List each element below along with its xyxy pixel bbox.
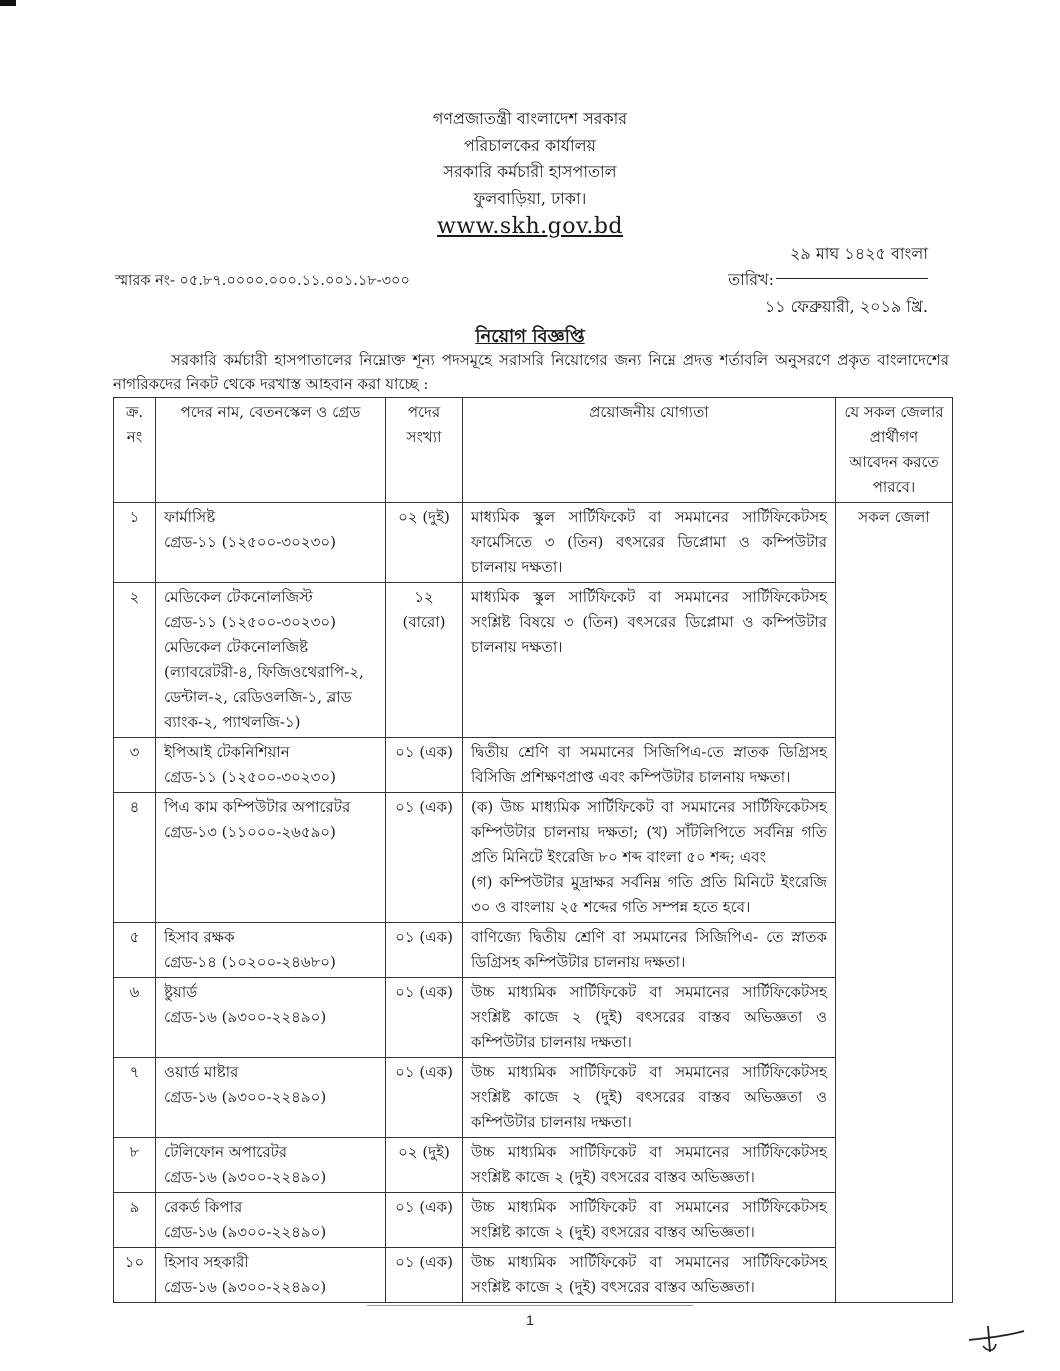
table-row: ৮ টেলিফোন অপারেটর গ্রেড-১৬ (৯৩০০-২২৪৯০) ০২ (দুই) উচ্চ মাধ্যমিক সার্টিফিকেট বা সমমানের সার্টিফিকেটসহ সংশ্লিষ্ট কাজে ২ (দুই) বৎসরের বাস্তব অভিজ্ঞতা। bbox=[114, 1138, 953, 1193]
header-count: পদের সংখ্যা bbox=[386, 398, 463, 503]
page-number: 1 bbox=[526, 1312, 534, 1328]
table-row: ১০ হিসাব সহকারী গ্রেড-১৬ (৯৩০০-২২৪৯০) ০১ (এক) উচ্চ মাধ্যমিক সার্টিফিকেট বা সমমানের সার্টিফিকেটসহ সংশ্লিষ্ট কাজে ২ (দুই) বৎসরের বাস্তব অভিজ্ঞতা। bbox=[114, 1248, 953, 1303]
district-cell: সকল জেলা bbox=[836, 503, 953, 1303]
date-block bbox=[728, 240, 928, 322]
table-header-row bbox=[114, 398, 953, 503]
table-row: ৭ ওয়ার্ড মাষ্টার গ্রেড-১৬ (৯৩০০-২২৪৯০) ০১ (এক) উচ্চ মাধ্যমিক সার্টিফিকেট বা সমমানের সার্টিফিকেটসহ সংশ্লিষ্ট কাজে ২ (দুই) বৎসরের বাস্তব অভিজ্ঞতা ও কম্পিউটার চালনায় দক্ষতা। bbox=[114, 1058, 953, 1138]
notice-intro: সরকারি কর্মচারী হাসপাতালের নিম্নোক্ত শূন্য পদসমূহে সরাসরি নিয়োগের জন্য নিম্নে প্রদত্ত শর্তাবলি অনুসরণে প্রকৃত বাংলাদেশের নাগরিকদের নিকট থেকে দরখাস্ত আহবান করা যাচ্ছে : bbox=[113, 351, 949, 393]
memo-number: স্মারক নং- ০৫.৮৭.০০০০.০০০.১১.০০১.১৮-৩০০ bbox=[115, 273, 410, 289]
vacancy-table bbox=[113, 397, 953, 1303]
website-link[interactable]: www.skh.gov.bd bbox=[437, 214, 623, 239]
date-english: ১১ ফেব্রুয়ারী, ২০১৯ খ্রি. bbox=[764, 296, 928, 316]
signature-mark bbox=[966, 1318, 1028, 1358]
header-serial: ক্র. নং bbox=[114, 398, 156, 503]
date-bangla: ২৯ মাঘ ১৪২৫ বাংলা bbox=[790, 243, 928, 263]
government-name: গণপ্রজাতন্ত্রী বাংলাদেশ সরকার bbox=[432, 109, 628, 128]
header-qualification: প্রয়োজনীয় যোগ্যতা bbox=[463, 398, 836, 503]
table-row: ২ মেডিকেল টেকনোলজিস্ট গ্রেড-১১ (১২৫০০-৩০২৩০) মেডিকেল টেকনোলজিষ্ট (ল্যাবরেটরী-৪, ফিজিওথেরাপি-২, ডেন্টাল-২, রেডিওলজি-১, ব্লাড ব্যাংক-২, প্যাথলজি-১) ১২ (বারো) মাধ্যমিক স্কুল সার্টিফিকেট বা সমমানের সার্টিফিকেটসহ সংশ্লিষ্ট বিষয়ে ৩ (তিন) বৎসরের ডিপ্লোমা ও কম্পিউটার চালনায় দক্ষতা। bbox=[114, 583, 953, 738]
table-row: ৪ পিএ কাম কম্পিউটার অপারেটর গ্রেড-১৩ (১১০০০-২৬৫৯০) ০১ (এক) (ক) উচ্চ মাধ্যমিক সার্টিফিকেট বা সমমানের সার্টিফিকেটসহ কম্পিউটার চালনায় দক্ষতা; (খ) সাঁটলিপিতে সর্বনিম্ন গতি প্রতি মিনিটে ইংরেজি ৮০ শব্দ বাংলা ৫০ শব্দ; এবং (গ) কম্পিউটার মুদ্রাক্ষর সর্বনিম্ন গতি প্রতি মিনিটে ইংরেজি ৩০ ও বাংলায় ২৫ শব্দের গতি সম্পন্ন হতে হবে। bbox=[114, 793, 953, 923]
hospital-name: সরকারি কর্মচারী হাসপাতাল bbox=[443, 162, 617, 181]
office-name: পরিচালকের কার্যালয় bbox=[464, 135, 596, 155]
header-district: যে সকল জেলার প্রার্থীগণ আবেদন করতে পারবে। bbox=[836, 398, 953, 503]
date-divider bbox=[776, 278, 928, 279]
hospital-address: ফুলবাড়িয়া, ঢাকা। bbox=[473, 188, 587, 208]
date-label: তারিখ: bbox=[728, 269, 774, 289]
notice-title: নিয়োগ বিজ্ঞপ্তি bbox=[475, 326, 585, 347]
table-row: ৫ হিসাব রক্ষক গ্রেড-১৪ (১০২০০-২৪৬৮০) ০১ (এক) বাণিজ্যে দ্বিতীয় শ্রেণি বা সমমানের সিজিপিএ- তে স্নাতক ডিগ্রিসহ কম্পিউটার চালনায় দক্ষতা। bbox=[114, 923, 953, 978]
table-row: ৩ ইপিআই টেকনিশিয়ান গ্রেড-১১ (১২৫০০-৩০২৩০) ০১ (এক) দ্বিতীয় শ্রেণি বা সমমানের সিজিপিএ-তে স্নাতক ডিগ্রিসহ বিসিজি প্রশিক্ষণপ্রাপ্ত এবং কম্পিউটার চালনায় দক্ষতা। bbox=[114, 738, 953, 793]
scan-corner-mark bbox=[0, 0, 16, 6]
table-row: ৯ রেকর্ড কিপার গ্রেড-১৬ (৯৩০০-২২৪৯০) ০১ (এক) উচ্চ মাধ্যমিক সার্টিফিকেট বা সমমানের সার্টিফিকেটসহ সংশ্লিষ্ট কাজে ২ (দুই) বৎসরের বাস্তব অভিজ্ঞতা। bbox=[114, 1193, 953, 1248]
letterhead bbox=[0, 106, 1060, 241]
footer-divider bbox=[367, 1305, 693, 1306]
header-post: পদের নাম, বেতনস্কেল ও গ্রেড bbox=[156, 398, 386, 503]
table-row: ১ ফার্মাসিষ্ট গ্রেড-১১ (১২৫০০-৩০২৩০) ০২ (দুই) মাধ্যমিক স্কুল সার্টিফিকেট বা সমমানের সার্টিফিকেটসহ ফার্মেসিতে ৩ (তিন) বৎসরের ডিপ্লোমা ও কম্পিউটার চালনায় দক্ষতা। সকল জেলা bbox=[114, 503, 953, 583]
table-row: ৬ ষ্টুয়ার্ড গ্রেড-১৬ (৯৩০০-২২৪৯০) ০১ (এক) উচ্চ মাধ্যমিক সার্টিফিকেট বা সমমানের সার্টিফিকেটসহ সংশ্লিষ্ট কাজে ২ (দুই) বৎসরের বাস্তব অভিজ্ঞতা ও কম্পিউটার চালনায় দক্ষতা। bbox=[114, 978, 953, 1058]
